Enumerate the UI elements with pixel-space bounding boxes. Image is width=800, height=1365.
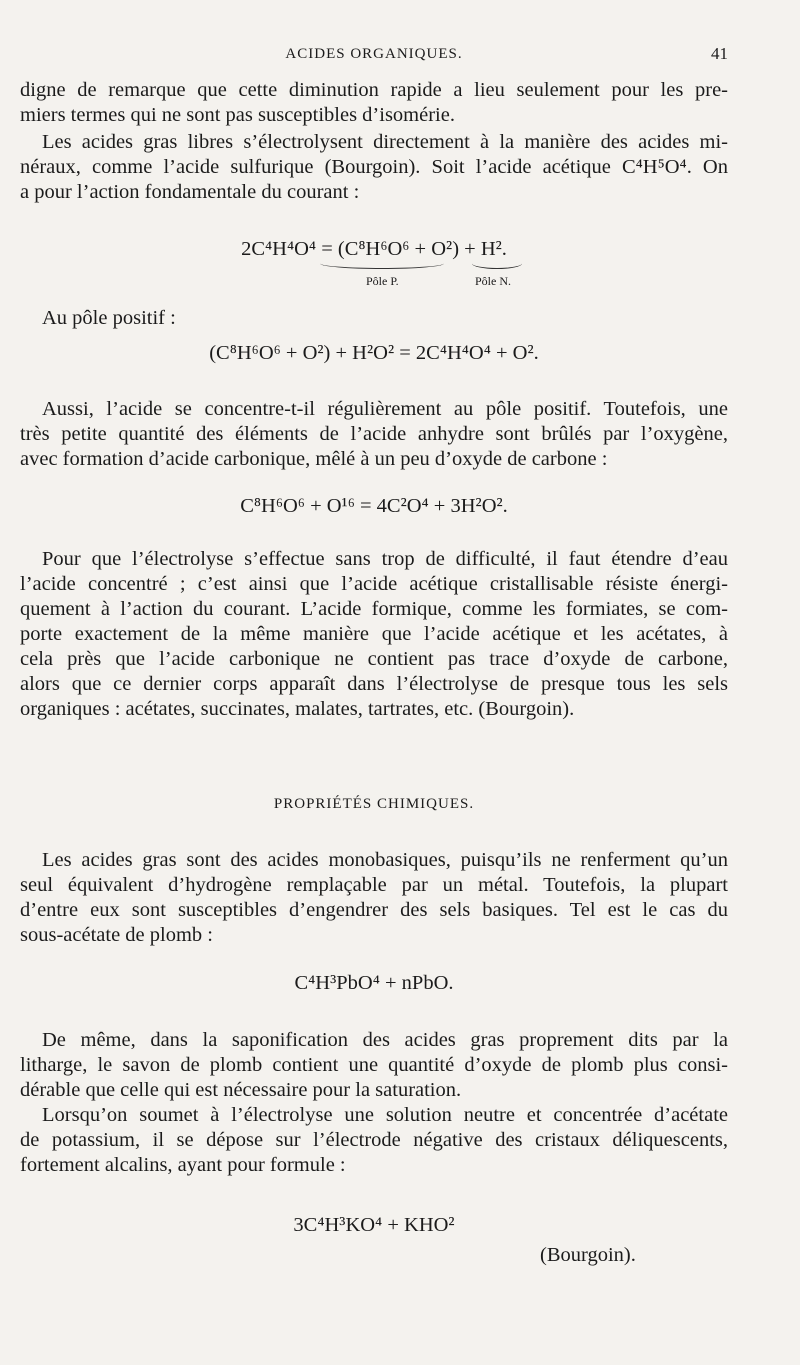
text-line: seul équivalent d’hydrogène remplaçable par un métal. Toutefois, la plupart xyxy=(20,874,728,896)
page-number: 41 xyxy=(711,44,728,63)
paragraph-5 xyxy=(20,547,728,722)
text-line: Aussi, l’acide se concentre-t-il régulièrement au pôle positif. Toutefois, une xyxy=(42,398,728,420)
brace-pole-n xyxy=(472,258,522,269)
text-line: a pour l’action fondamentale du courant : xyxy=(20,181,360,203)
text-line: dérable que celle qui est nécessaire pour la saturation. xyxy=(20,1079,462,1101)
text-line: sous-acétate de plomb : xyxy=(20,924,213,946)
text-line: De même, dans la saponification des acides gras proprement dits par la xyxy=(42,1029,728,1051)
paragraph-6 xyxy=(20,848,728,948)
equation-5-source: (Bourgoin). xyxy=(540,1244,636,1266)
text-line: fortement alcalins, ayant pour formule : xyxy=(20,1154,346,1176)
text-line: avec formation d’acide carbonique, mêlé à un peu d’oxyde de carbone : xyxy=(20,448,608,470)
text-line: litharge, le savon de plomb contient une quantité d’oxyde de plomb plus consi- xyxy=(20,1054,728,1076)
header-title: ACIDES ORGANIQUES. xyxy=(285,46,463,62)
label-pole-n: Pôle N. xyxy=(475,274,511,288)
paragraph-3 xyxy=(20,306,728,331)
paragraph-8 xyxy=(20,1103,728,1178)
paragraph-1 xyxy=(20,78,728,128)
equation-3: C⁸H⁶O⁶ + O¹⁶ = 4C²O⁴ + 3H²O². xyxy=(240,495,508,517)
document-page xyxy=(20,0,728,1365)
equation-2: (C⁸H⁶O⁶ + O²) + H²O² = 2C⁴H⁴O⁴ + O². xyxy=(209,342,539,364)
paragraph-4 xyxy=(20,397,728,472)
running-header xyxy=(20,44,728,68)
text-line: porte exactement de la même manière que l’acide acétique et les acétates, à xyxy=(20,623,728,645)
text-line: Les acides gras sont des acides monobasiques, puisqu’ils ne renferment qu’un xyxy=(42,849,728,871)
text-line: néraux, comme l’acide sulfurique (Bourgoin). Soit l’acide acétique C⁴H⁵O⁴. On xyxy=(20,156,728,178)
paragraph-7 xyxy=(20,1028,728,1103)
text-line: Pour que l’électrolyse s’effectue sans trop de difficulté, il faut étendre d’eau xyxy=(42,548,728,570)
text-line: Au pôle positif : xyxy=(42,307,176,329)
text-line: Les acides gras libres s’électrolysent directement à la manière des acides mi- xyxy=(42,131,728,153)
text-line: quement à l’action du courant. L’acide formique, comme les formiates, se com- xyxy=(20,598,728,620)
text-line: cela près que l’acide carbonique ne contient pas trace d’oxyde de carbone, xyxy=(20,648,728,670)
text-line: digne de remarque que cette diminution rapide a lieu seulement pour les pre- xyxy=(20,79,728,101)
label-pole-p: Pôle P. xyxy=(366,274,399,288)
text-line: miers termes qui ne sont pas susceptibles d’isomérie. xyxy=(20,104,455,126)
paragraph-2 xyxy=(20,130,728,205)
text-line: très petite quantité des éléments de l’acide anhydre sont brûlés par l’oxygène, xyxy=(20,423,728,445)
text-line: d’entre eux sont susceptibles d’engendrer des sels basiques. Tel est le cas du xyxy=(20,899,728,921)
text-line: Lorsqu’on soumet à l’électrolyse une solution neutre et concentrée d’acétate xyxy=(42,1104,728,1126)
text-line: l’acide concentré ; c’est ainsi que l’acide acétique cristallisable résiste énergi- xyxy=(20,573,728,595)
text-line: de potassium, il se dépose sur l’électrode négative des cristaux déliquescents, xyxy=(20,1129,728,1151)
equation-1: 2C⁴H⁴O⁴ = (C⁸H⁶O⁶ + O²) + H². xyxy=(241,238,507,260)
text-line: organiques : acétates, succinates, malates, tartrates, etc. (Bourgoin). xyxy=(20,698,575,720)
text-line: alors que ce dernier corps apparaît dans l’électrolyse de presque tous les sels xyxy=(20,673,728,695)
equation-5: 3C⁴H³KO⁴ + KHO² xyxy=(293,1214,455,1236)
section-title: PROPRIÉTÉS CHIMIQUES. xyxy=(273,796,475,812)
brace-pole-p xyxy=(320,258,444,269)
equation-4: C⁴H³PbO⁴ + nPbO. xyxy=(294,972,454,994)
